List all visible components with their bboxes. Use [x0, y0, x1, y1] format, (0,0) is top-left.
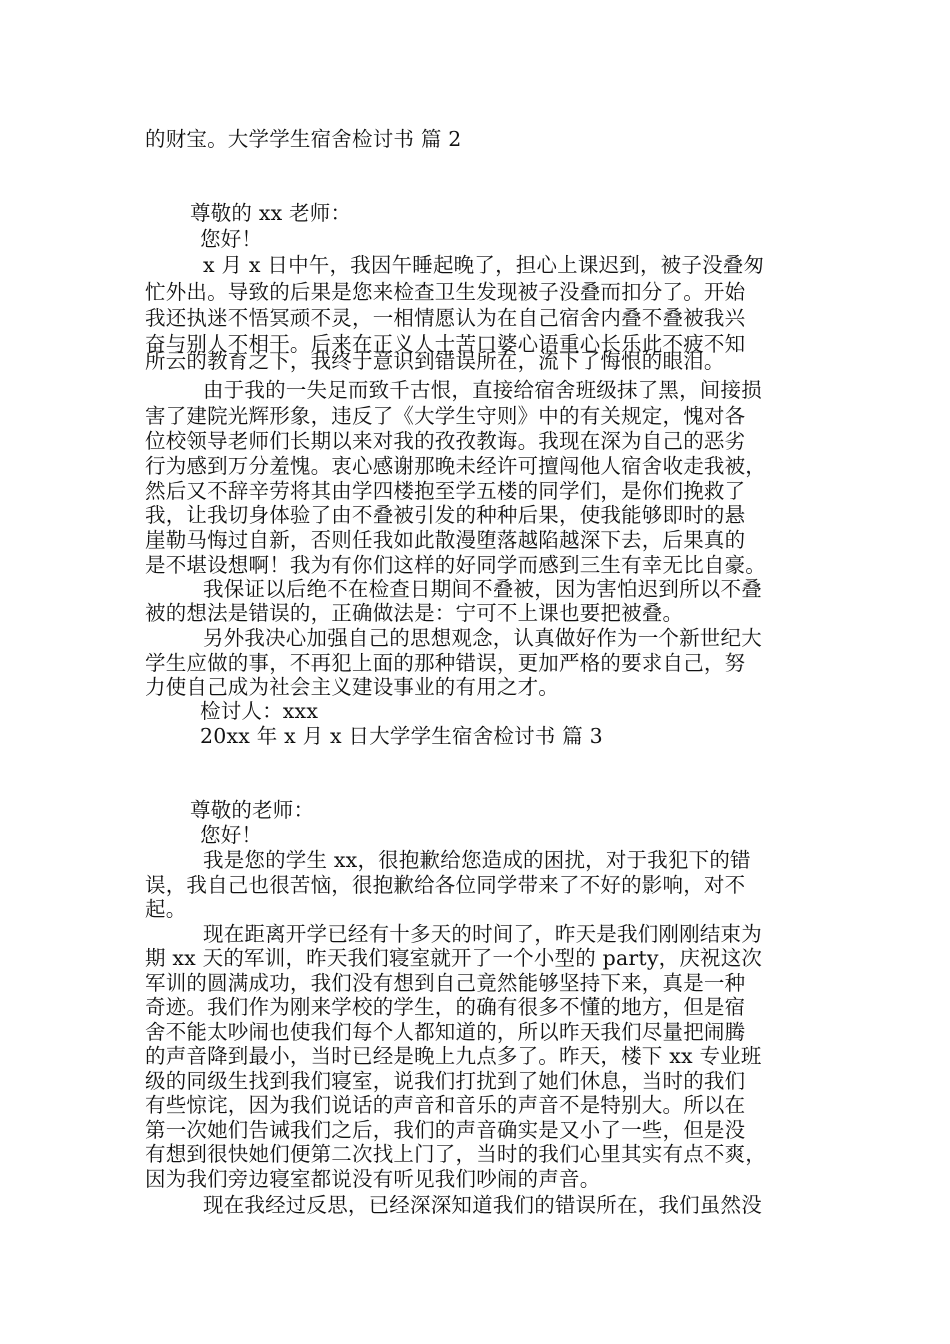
date-title-line: 20xx 年 x 月 x 日大学学生宿舍检讨书 篇 3 [200, 724, 603, 748]
text-line: 级的同级生找到我们寝室，说我们打扰到了她们休息，当时的我们 [145, 1069, 746, 1093]
greeting: 您好！ [200, 227, 263, 251]
text-line: 力使自己成为社会主义建设事业的有用之才。 [145, 675, 559, 699]
text-line: 我保证以后绝不在检查日期间不叠被，因为害怕迟到所以不叠 [203, 577, 762, 601]
text-line: 我是您的学生 xx，很抱歉给您造成的困扰，对于我犯下的错 [203, 848, 751, 872]
salutation: 尊敬的老师： [190, 798, 315, 822]
text-line: 的声音降到最小，当时已经是晚上九点多了。昨天，楼下 xx 专业班 [145, 1044, 762, 1068]
text-line: 另外我决心加强自己的思想观念，认真做好作为一个新世纪大 [203, 626, 762, 650]
text-line: 军训的圆满成功，我们没有想到自己竟然能够坚持下来，真是一种 [145, 971, 746, 995]
text-line: 由于我的一失足而致千古恨，直接给宿舍班级抹了黑，间接损 [203, 378, 762, 402]
text-line: 是不堪设想啊！我为有你们这样的好同学而感到三生有幸无比自豪。 [145, 553, 766, 577]
text-line: 起。 [145, 897, 187, 921]
text-line: 第一次她们告诫我们之后，我们的声音确实是又小了一些，但是没 [145, 1118, 746, 1142]
text-line: x 月 x 日中午，我因午睡起晚了，担心上课迟到，被子没叠匆 [203, 253, 765, 277]
text-line: 崖勒马悔过自新，否则任我如此散漫堕落越陷越深下去，后果真的 [145, 528, 746, 552]
text-line: 然后又不辞辛劳将其由学四楼抱至学五楼的同学们，是你们挽救了 [145, 479, 746, 503]
greeting: 您好！ [200, 823, 263, 847]
text-line: 所云的教育之下，我终于意识到错误所在，流下了悔恨的眼泪。 [145, 349, 725, 373]
text-line: 奇迹。我们作为刚来学校的学生，的确有很多不懂的地方，但是宿 [145, 995, 746, 1019]
text-line: 学生应做的事，不再犯上面的那种错误，更加严格的要求自己，努 [145, 651, 746, 675]
text-line: 位校领导老师们长期以来对我的孜孜教诲。我现在深为自己的恶劣 [145, 429, 746, 453]
signature-line: 检讨人：xxx [200, 699, 319, 723]
text-line: 害了建院光辉形象，违反了《大学生守则》中的有关规定，愧对各 [145, 404, 746, 428]
text-line: 现在我经过反思，已经深深知道我们的错误所在，我们虽然没 [203, 1193, 762, 1217]
text-line: 有些惊诧，因为我们说话的声音和音乐的声音不是特别大。所以在 [145, 1093, 746, 1117]
text-line: 因为我们旁边寝室都说没有听见我们吵闹的声音。 [145, 1167, 601, 1191]
text-line: 有想到很快她们便第二次找上门了，当时的我们心里其实有点不爽， [145, 1142, 766, 1166]
text-line: 期 xx 天的军训，昨天我们寝室就开了一个小型的 party，庆祝这次 [145, 946, 763, 970]
salutation: 尊敬的 xx 老师： [190, 201, 352, 225]
text-line: 的财宝。大学学生宿舍检讨书 篇 2 [145, 127, 462, 151]
text-line: 奋与别人不相干。后来在正义人士苦口婆心语重心长乐此不疲不知 [145, 332, 746, 356]
text-line: 忙外出。导致的后果是您来检查卫生发现被子没叠而扣分了。开始 [145, 280, 746, 304]
text-line: 我，让我切身体验了由不叠被引发的种种后果，使我能够即时的悬 [145, 503, 746, 527]
text-line: 舍不能太吵闹也使我们每个人都知道的，所以昨天我们尽量把闹腾 [145, 1020, 746, 1044]
text-line: 行为感到万分羞愧。衷心感谢那晚未经许可擅闯他人宿舍收走我被， [145, 454, 766, 478]
text-line: 现在距离开学已经有十多天的时间了，昨天是我们刚刚结束为 [203, 922, 762, 946]
text-line: 被的想法是错误的，正确做法是：宁可不上课也要把被叠。 [145, 601, 684, 625]
text-line: 误，我自己也很苦恼，很抱歉给各位同学带来了不好的影响，对不 [145, 873, 746, 897]
text-line: 我还执迷不悟冥顽不灵，一相情愿认为在自己宿舍内叠不叠被我兴 [145, 306, 746, 330]
